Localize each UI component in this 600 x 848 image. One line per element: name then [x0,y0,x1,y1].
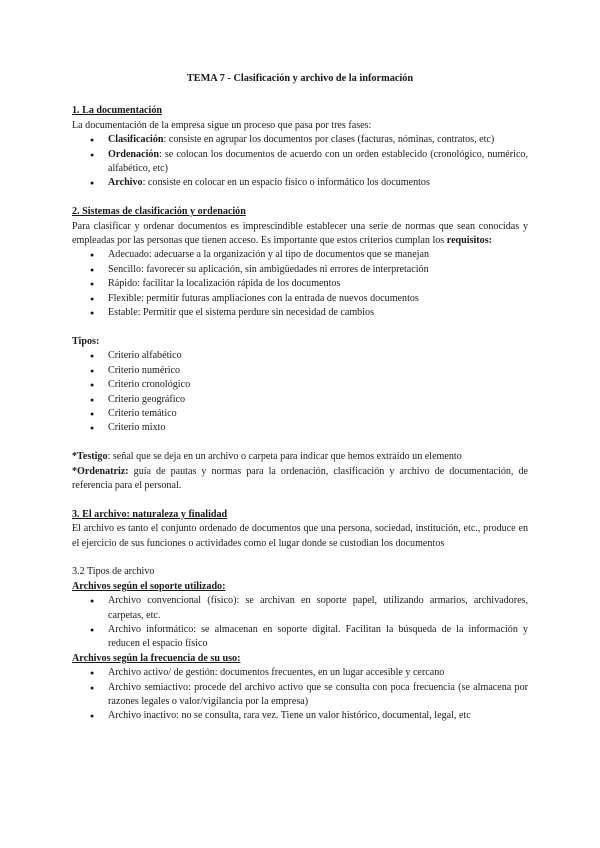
ordenatriz-note [72,465,528,494]
fases-list [72,133,528,191]
list-item: ● Criterio temático [108,407,528,421]
testigo-text: : señal que se deja en un archivo o carpeta para indicar que hemos extraído un elemento [107,451,462,463]
soporte-list [72,594,528,652]
list-item: ● Criterio cronológico [108,378,528,392]
list-item: ● Rápido: facilitar la localización rápida de los documentos [108,277,528,291]
list-item [108,148,528,177]
term-description: : consiste en colocar en un espacio físico o informático los documentos [142,177,430,189]
list-item [108,133,528,147]
list-item: ● Criterio alfabético [108,349,528,363]
testigo-note [72,450,528,464]
term-description: : consiste en agrupar los documentos por clases (facturas, nóminas, contratos, etc) [163,134,495,146]
frecuencia-list [72,666,528,724]
testigo-term: *Testigo [72,451,108,463]
list-item: ● Archivo activo/ de gestión: documentos frecuentes, en un lugar accesible y cercano [108,666,528,680]
ordenatriz-text: guía de pautas y normas para la ordenación, clasificación y archivo de documentación, de referencia para el personal. [72,465,528,491]
term: Clasificación [108,134,164,146]
list-item: ● Flexible: permitir futuras ampliaciones con la entrada de nuevos documentos [108,292,528,306]
section-3-intro: El archivo es tanto el conjunto ordenado de documentos que una persona, sociedad, institución, etc., produce en el ejercicio de sus funciones o actividades como el lugar donde se custodian los documentos [72,523,528,549]
tipos-label: Tipos: [72,335,100,347]
frecuencia-label: Archivos según la frecuencia de su uso: [72,652,241,664]
list-item: ● Archivo informático: se almacenan en soporte digital. Facilitan la búsqueda de la información y reducen el espacio físico [108,623,528,652]
section-2-heading: 2. Sistemas de clasificación y ordenación [72,206,246,218]
section-3-heading: 3. El archivo: naturaleza y finalidad [72,508,228,520]
requisitos-list [72,248,528,320]
section-1-heading: 1. La documentación [72,105,163,117]
section-3-2-heading: 3.2 Tipos de archivo [72,566,155,578]
intro-text: Para clasificar y ordenar documentos es imprescindible establecer una serie de normas que sean conocidas y empleadas por las personas que tienen acceso. Es importante que estos criterios cumplan los [72,220,528,247]
list-item [108,176,528,190]
list-item: ● Criterio geográfico [108,393,528,407]
soporte-label: Archivos según el soporte utilizado: [72,580,226,592]
section-1-intro: La documentación de la empresa sigue un proceso que pasa por tres fases: [72,119,372,131]
list-item: ● Estable: Permitir que el sistema perdure sin necesidad de cambios [108,306,528,320]
list-item: ● Adecuado: adecuarse a la organización y al tipo de documentos que se manejan [108,248,528,262]
term: Ordenación [108,148,160,160]
requisitos-label: requisitos: [446,235,493,247]
list-item: ● Criterio mixto [108,421,528,435]
tipos-list [72,349,528,435]
term: Archivo [108,177,143,189]
ordenatriz-term: *Ordenatriz: [72,465,129,477]
term-description: : se colocan los documentos de acuerdo con un orden establecido (cronológico, numérico, alfabético, etc) [108,148,528,175]
list-item: ● Sencillo: favorecer su aplicación, sin ambigüedades ni errores de interpretación [108,263,528,277]
list-item: ● Archivo inactivo: no se consulta, rara vez. Tiene un valor histórico, documental, legal, etc [108,709,528,723]
list-item: ● Archivo semiactivo: procede del archivo activo que se consulta con poca frecuencia (se almacena por razones legales o valor/vigilancia por la empresa) [108,681,528,710]
section-2-intro [72,220,528,249]
list-item: ● Criterio numérico [108,364,528,378]
list-item: ● Archivo convencional (físico): se archivan en soporte papel, utilizando armarios, archivadores, carpetas, etc. [108,594,528,623]
page-title: TEMA 7 - Clasificación y archivo de la información [186,73,414,84]
